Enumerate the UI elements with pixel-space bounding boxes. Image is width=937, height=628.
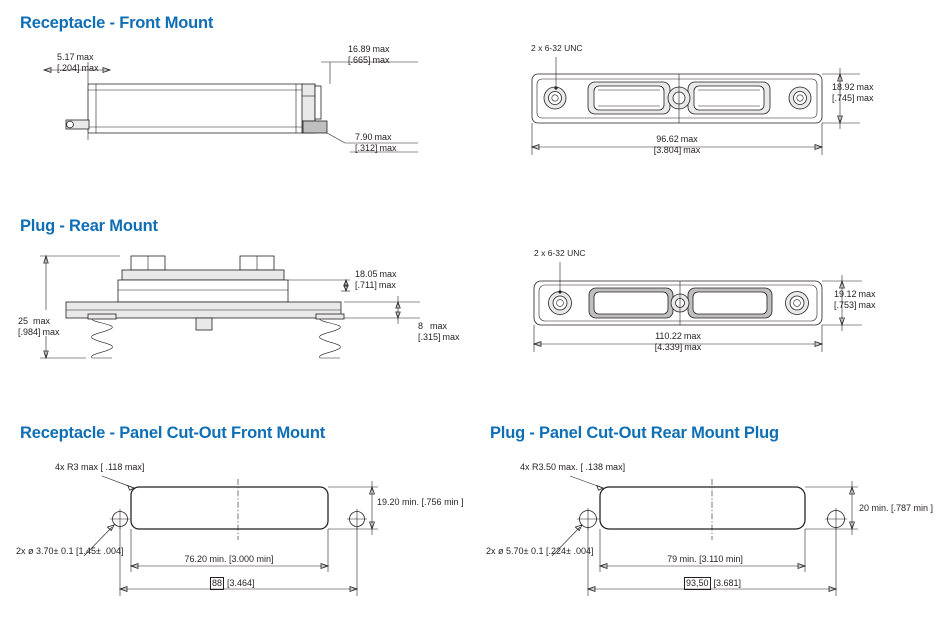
dim-receptacle-cutout-width-inner: 76.20 min. [3.000 min] xyxy=(184,554,274,564)
note-receptacle-cutout-holes xyxy=(16,546,123,557)
dim-value-inch: [.787 min ] xyxy=(891,503,934,513)
hole-diameter-mm: 2x ø 3.70± 0.1 xyxy=(16,546,74,556)
section-title-receptacle-front-mount: Receptacle - Front Mount xyxy=(20,14,214,32)
radius-inch: [ .118 max] xyxy=(100,462,145,472)
dim-value: 8 xyxy=(418,321,424,331)
dim-value: 19.20 min. xyxy=(377,497,420,507)
dim-value-inch: [.204] xyxy=(57,62,80,73)
dim-plug-cutout-height xyxy=(859,503,933,514)
dim-value-boxed: 88 xyxy=(212,578,223,588)
dim-value: 18.92 xyxy=(832,82,855,92)
hole-diameter-inch: [.224± .004] xyxy=(546,546,594,556)
dim-value: 18.05 xyxy=(355,269,378,279)
hole-diameter-inch: [1.45± .004] xyxy=(76,546,124,556)
dim-suffix: max xyxy=(372,54,390,65)
dim-value-inch: [.315] xyxy=(418,331,441,342)
section-title-plug-rear-mount: Plug - Rear Mount xyxy=(20,217,158,235)
note-receptacle-cutout-radius xyxy=(55,462,144,473)
note-plug-cutout-radius xyxy=(520,462,625,473)
dim-suffix: max xyxy=(683,144,701,155)
dim-value-inch: [.665] xyxy=(348,54,371,65)
dim-value-inch: [3.804] xyxy=(653,144,682,155)
dim-receptacle-front-height xyxy=(832,82,874,103)
dim-suffix: max xyxy=(76,52,94,62)
dim-value-inch: [.756 min ] xyxy=(421,497,464,507)
dim-plug-front-height xyxy=(834,289,876,310)
dim-suffix: max xyxy=(379,142,397,153)
dim-plug-side-length xyxy=(18,316,60,337)
dim-suffix: max xyxy=(858,289,876,299)
dim-suffix: max xyxy=(856,92,874,103)
dim-suffix: max xyxy=(684,341,702,352)
dim-receptacle-front-width xyxy=(622,134,732,155)
dim-suffix: max xyxy=(33,316,51,326)
dim-value-inch: [.711] xyxy=(355,279,377,290)
dim-value-inch: [4.339] xyxy=(654,341,683,352)
note-plug-thread: 2 x 6-32 UNC xyxy=(534,248,586,258)
dim-value-inch: [.984] xyxy=(18,326,41,337)
dim-value: 20 min. xyxy=(859,503,889,513)
dim-suffix: max xyxy=(683,331,701,341)
dim-suffix: max xyxy=(680,134,698,144)
dim-receptacle-side-flange xyxy=(355,132,397,153)
radius-mm: 4x R3 max xyxy=(55,462,99,472)
radius-mm: 4x R3.50 max. xyxy=(520,462,579,472)
section-title-plug-panel-cutout: Plug - Panel Cut-Out Rear Mount Plug xyxy=(490,424,779,442)
dim-value-inch: [.312] xyxy=(355,142,378,153)
dim-value: 5.17 xyxy=(57,52,75,62)
dim-receptacle-cutout-width-outer xyxy=(210,577,255,590)
note-plug-cutout-holes xyxy=(486,546,593,557)
dim-value-inch: [3.681] xyxy=(713,578,742,588)
dim-plug-front-width xyxy=(623,331,733,352)
hole-diameter-mm: 2x ø 5.70± 0.1 xyxy=(486,546,544,556)
dim-suffix: max xyxy=(856,82,874,92)
dim-value: 110.22 xyxy=(655,331,682,341)
radius-inch: [ .138 max] xyxy=(580,462,626,472)
dim-suffix: max xyxy=(372,44,390,54)
dim-value: 19.12 xyxy=(834,289,857,299)
dim-plug-cutout-width-inner: 79 min. [3.110 min] xyxy=(667,554,743,564)
dim-plug-side-flange xyxy=(418,321,460,342)
dim-value-inch: [3.464] xyxy=(227,578,255,588)
dim-suffix: max xyxy=(374,132,392,142)
dim-suffix: max xyxy=(378,279,396,290)
dim-value-inch: [.745] xyxy=(832,92,855,103)
dim-receptacle-side-depth xyxy=(348,44,390,65)
dim-value: 7.90 xyxy=(355,132,373,142)
dim-plug-side-depth xyxy=(355,269,397,290)
dim-value: 96.62 xyxy=(656,134,679,144)
dim-value-boxed: 93,50 xyxy=(686,578,709,588)
note-receptacle-thread: 2 x 6-32 UNC xyxy=(531,43,583,53)
dim-value: 25 xyxy=(18,316,29,326)
dim-suffix: max xyxy=(430,321,448,331)
dim-receptacle-side-height xyxy=(57,52,99,73)
dim-suffix: max xyxy=(81,62,99,73)
dim-suffix: max xyxy=(858,299,876,310)
dim-receptacle-cutout-height xyxy=(377,497,464,508)
dim-plug-cutout-width-outer xyxy=(684,577,741,590)
dim-suffix: max xyxy=(379,269,397,279)
section-title-receptacle-panel-cutout: Receptacle - Panel Cut-Out Front Mount xyxy=(20,424,325,442)
dim-value-inch: [.753] xyxy=(834,299,857,310)
dim-suffix: max xyxy=(442,331,460,342)
dim-value: 16.89 xyxy=(348,44,371,54)
dim-suffix: max xyxy=(42,326,60,337)
